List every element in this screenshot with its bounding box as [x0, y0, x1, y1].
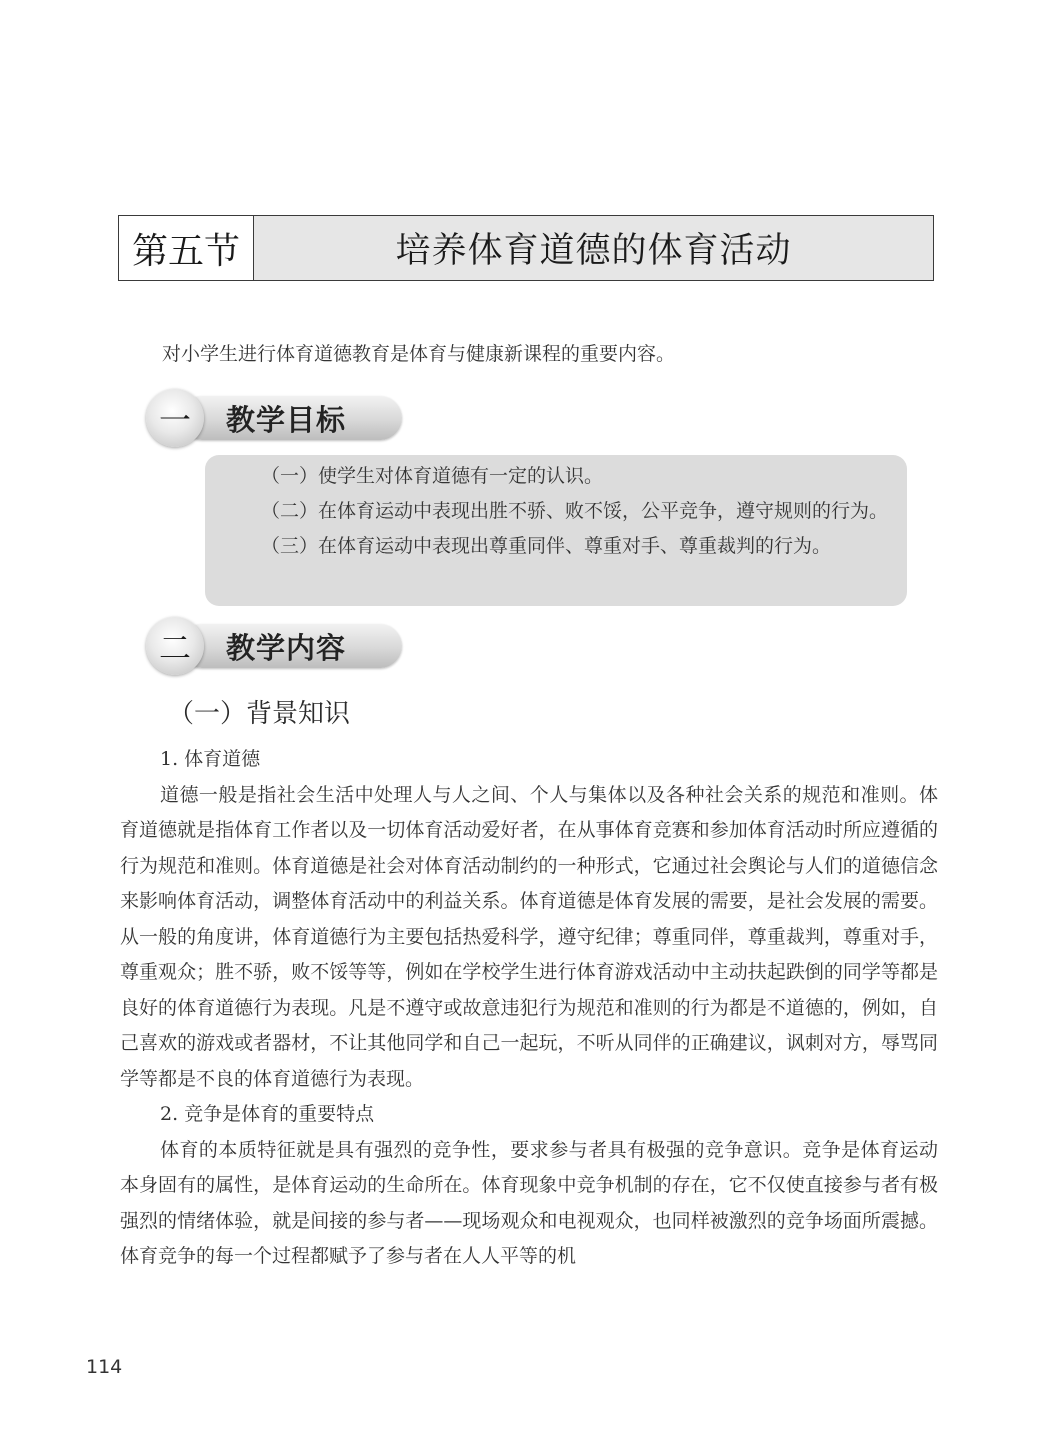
goal-item: （三）在体育运动中表现出尊重同伴、尊重对手、尊重裁判的行为。: [261, 535, 832, 557]
section-title: 培养体育道德的体育活动: [395, 231, 792, 271]
body-text: [120, 742, 938, 1275]
goal-item: （二）在体育运动中表现出胜不骄、败不馁，公平竞争，遵守规则的行为。: [261, 500, 889, 522]
heading-title: 教学内容: [226, 630, 347, 665]
heading-number-badge: 一: [146, 389, 204, 447]
item-title: 1. 体育道德: [160, 748, 261, 770]
paragraph: 道德一般是指社会生活中处理人与人之间、个人与集体以及各种社会关系的规范和准则。体育道德就是指体育工作者以及一切体育活动爱好者，在从事体育竞赛和参加体育活动时所应遵循的行为规范和准则。体育道德是社会对体育活动制约的一种形式，它通过社会舆论与人们的道德信念来影响体育活动，调整体育活动中的利益关系。体育道德是体育发展的需要，是社会发展的需要。从一般的角度讲，体育道德行为主要包括热爱科学，遵守纪律；尊重同伴，尊重裁判，尊重对手，尊重观众；胜不骄，败不馁等等，例如在学校学生进行体育游戏活动中主动扶起跌倒的同学等都是良好的体育道德行为表现。凡是不遵守或故意违犯行为规范和准则的行为都是不道德的，例如，自己喜欢的游戏或者器材，不让其他同学和自己一起玩，不听从同伴的正确建议，讽刺对方，辱骂同学等都是不良的体育道德行为表现。: [120, 783, 938, 1090]
page-number: 114: [86, 1356, 123, 1378]
heading-number-badge: 二: [146, 617, 204, 675]
section-label: 第五节: [119, 216, 254, 280]
intro-text: 对小学生进行体育道德教育是体育与健康新课程的重要内容。: [162, 343, 676, 365]
section-header: [118, 215, 934, 281]
item-title: 2. 竞争是体育的重要特点: [160, 1103, 375, 1125]
goals-box: [205, 455, 907, 606]
subheading-background: （一）背景知识: [168, 699, 351, 729]
paragraph: 体育的本质特征就是具有强烈的竞争性，要求参与者具有极强的竞争意识。竞争是体育运动本身固有的属性，是体育运动的生命所在。体育现象中竞争机制的存在，它不仅使直接参与者有极强烈的情绪体验，就是间接的参与者——现场观众和电视观众，也同样被激烈的竞争场面所震撼。体育竞争的每一个过程都赋予了参与者在人人平等的机: [120, 1138, 938, 1267]
heading-teaching-content: [146, 617, 402, 675]
heading-title: 教学目标: [226, 402, 347, 437]
goal-item: （一）使学生对体育道德有一定的认识。: [261, 465, 604, 487]
heading-teaching-goals: [146, 389, 402, 447]
